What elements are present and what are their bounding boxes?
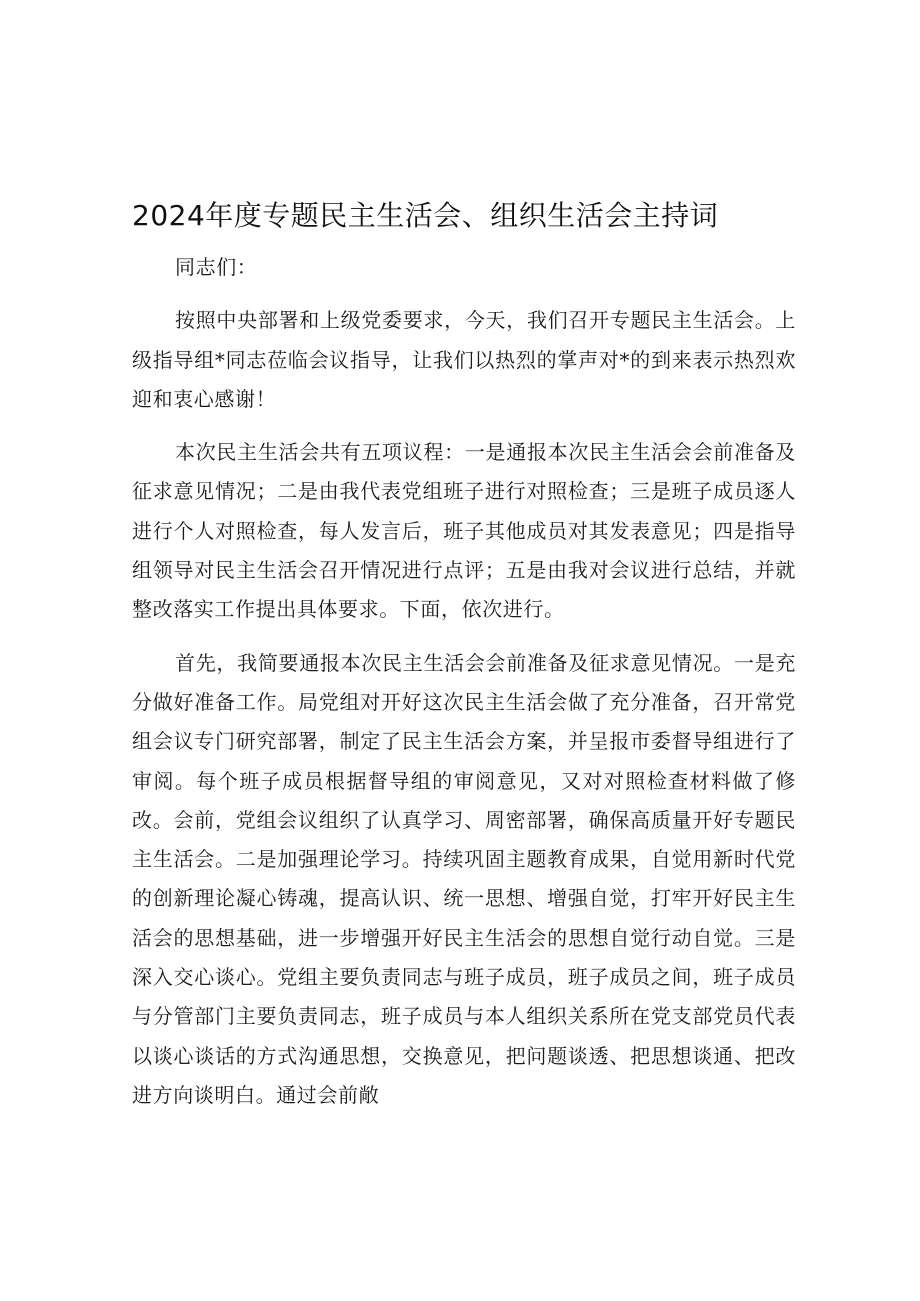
paragraph-opening: 按照中央部署和上级党委要求，今天，我们召开专题民主生活会。上级指导组*同志莅临会议指导，让我们以热烈的掌声对*的到来表示热烈欢迎和衷心感谢！ — [132, 308, 796, 411]
paragraph-agenda: 本次民主生活会共有五项议程：一是通报本次民主生活会会前准备及征求意见情况；二是由我代表党组班子进行对照检查；三是班子成员逐人进行个人对照检查，每人发言后，班子其他成员对其发表意见；四是指导组领导对民主生活会召开情况进行点评；五是由我对会议进行总结，并就整改落实工作提出具体要求。下面，依次进行。 — [132, 440, 796, 622]
paragraph-preparation: 首先，我简要通报本次民主生活会会前准备及征求意见情况。一是充分做好准备工作。局党组对开好这次民主生活会做了充分准备，召开常党组会议专门研究部署，制定了民主生活会方案，并呈报市委督导组进行了审阅。每个班子成员根据督导组的审阅意见，又对对照检查材料做了修改。会前，党组会议组织了认真学习、周密部署，确保高质量开好专题民主生活会。二是加强理论学习。持续巩固主题教育成果，自觉用新时代党的创新理论凝心铸魂，提高认识、统一思想、增强自觉，打牢开好民主生活会的思想基础，进一步增强开好民主生活会的思想自觉行动自觉。三是深入交心谈心。党组主要负责同志与班子成员，班子成员之间，班子成员与分管部门主要负责同志，班子成员与本人组织关系所在党支部党员代表以谈心谈话的方式沟通思想，交换意见，把问题谈透、把思想谈通、把改进方向谈明白。通过会前敞 — [132, 650, 796, 1107]
document-body — [132, 248, 796, 1129]
greeting: 同志们： — [175, 255, 258, 279]
document-title: 2024年度专题民主生活会、组织生活会主持词 — [132, 199, 719, 232]
